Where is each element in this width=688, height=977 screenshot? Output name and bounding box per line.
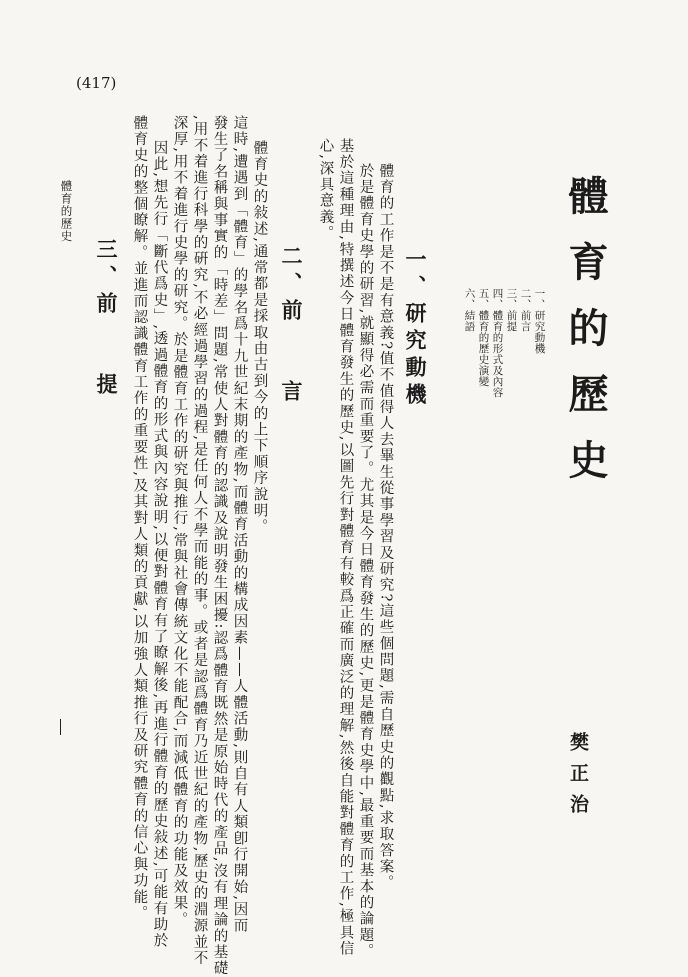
section-heading: 三、前 提 [94,238,119,400]
paragraph-line: 體育史的整個瞭解。並進而認識體育工作的重要性,及其對人類的貢獻,以加強人類推行及研究體育的信心與功能。 [131,115,148,922]
article-title: 體育的歷史 [562,175,609,505]
section-heading: 二、前 言 [279,245,304,407]
paragraph-line: ,用不着進行科學的硏究,不必經過學習的過程,是任何人不學而能的事。或者是認爲體育乃近世紀的產物,歷史的淵源並不 [191,115,208,967]
paragraph-line: 因此,想先行「斷代爲史」,透過體育的形式與內容說明,以便對體育有了瞭解後,再進行體育的歷史敍述,可能有助於 [151,140,168,950]
section-heading: 一、研究動機 [403,248,428,410]
toc-item: 六、結語 [463,288,476,332]
toc-item: 三、前提 [505,288,518,332]
toc-item: 一、研究動機 [533,288,546,354]
author-name: 樊正治 [567,732,589,825]
paragraph-line: 於是體育史學的研習,就顯得必需而重要了。尤其是今日體育發生的歷史,更是體育史學中,最重要而基本的論題。 [357,163,374,960]
toc-item: 四、體育的形式及內容 [491,288,504,398]
paragraph-line: 這時,遭遇到「體育」的學名爲十九世紀末期的產物,而體育活動的構成因素——人體活動,則自有人類卽行開始,因而 [231,115,248,935]
paragraph-line: 體育的工作是不是有意義?值不值得人去畢生從事學習及研究?這些個問題,需自歷史的觀點,求取答案。 [377,163,394,892]
paragraph-line: 心,深具意義。 [317,138,334,242]
toc-item: 二、前言 [519,288,532,332]
page-number: (417) [76,74,117,92]
paragraph-line: 深厚,用不着進行史學的研究。於是體育工作的研究與推行,常與社會傳統文化不能配合,而減低體育的功能及效果。 [171,115,188,928]
folio-mark [60,719,61,735]
running-head: 體育的歷史 [59,180,74,243]
toc-item: 五、體育的歷史演變 [477,288,490,387]
paragraph-line: 體育史的敍述,通常都是採取由古到今的上下順序說明。 [251,140,268,536]
paragraph-line: 基於這種理由,特撰述今日體育發生的歷史,以圖先行對體育有較爲正確而廣泛的理解,然後自能對體育的工作,極具信 [337,138,354,958]
paragraph-line: 發生了名稱與事實的「時差」問題,常使人對體育的認識及說明發生困擾:認爲體育既然是原始時代的產品,沒有理論的基礎 [211,115,228,977]
